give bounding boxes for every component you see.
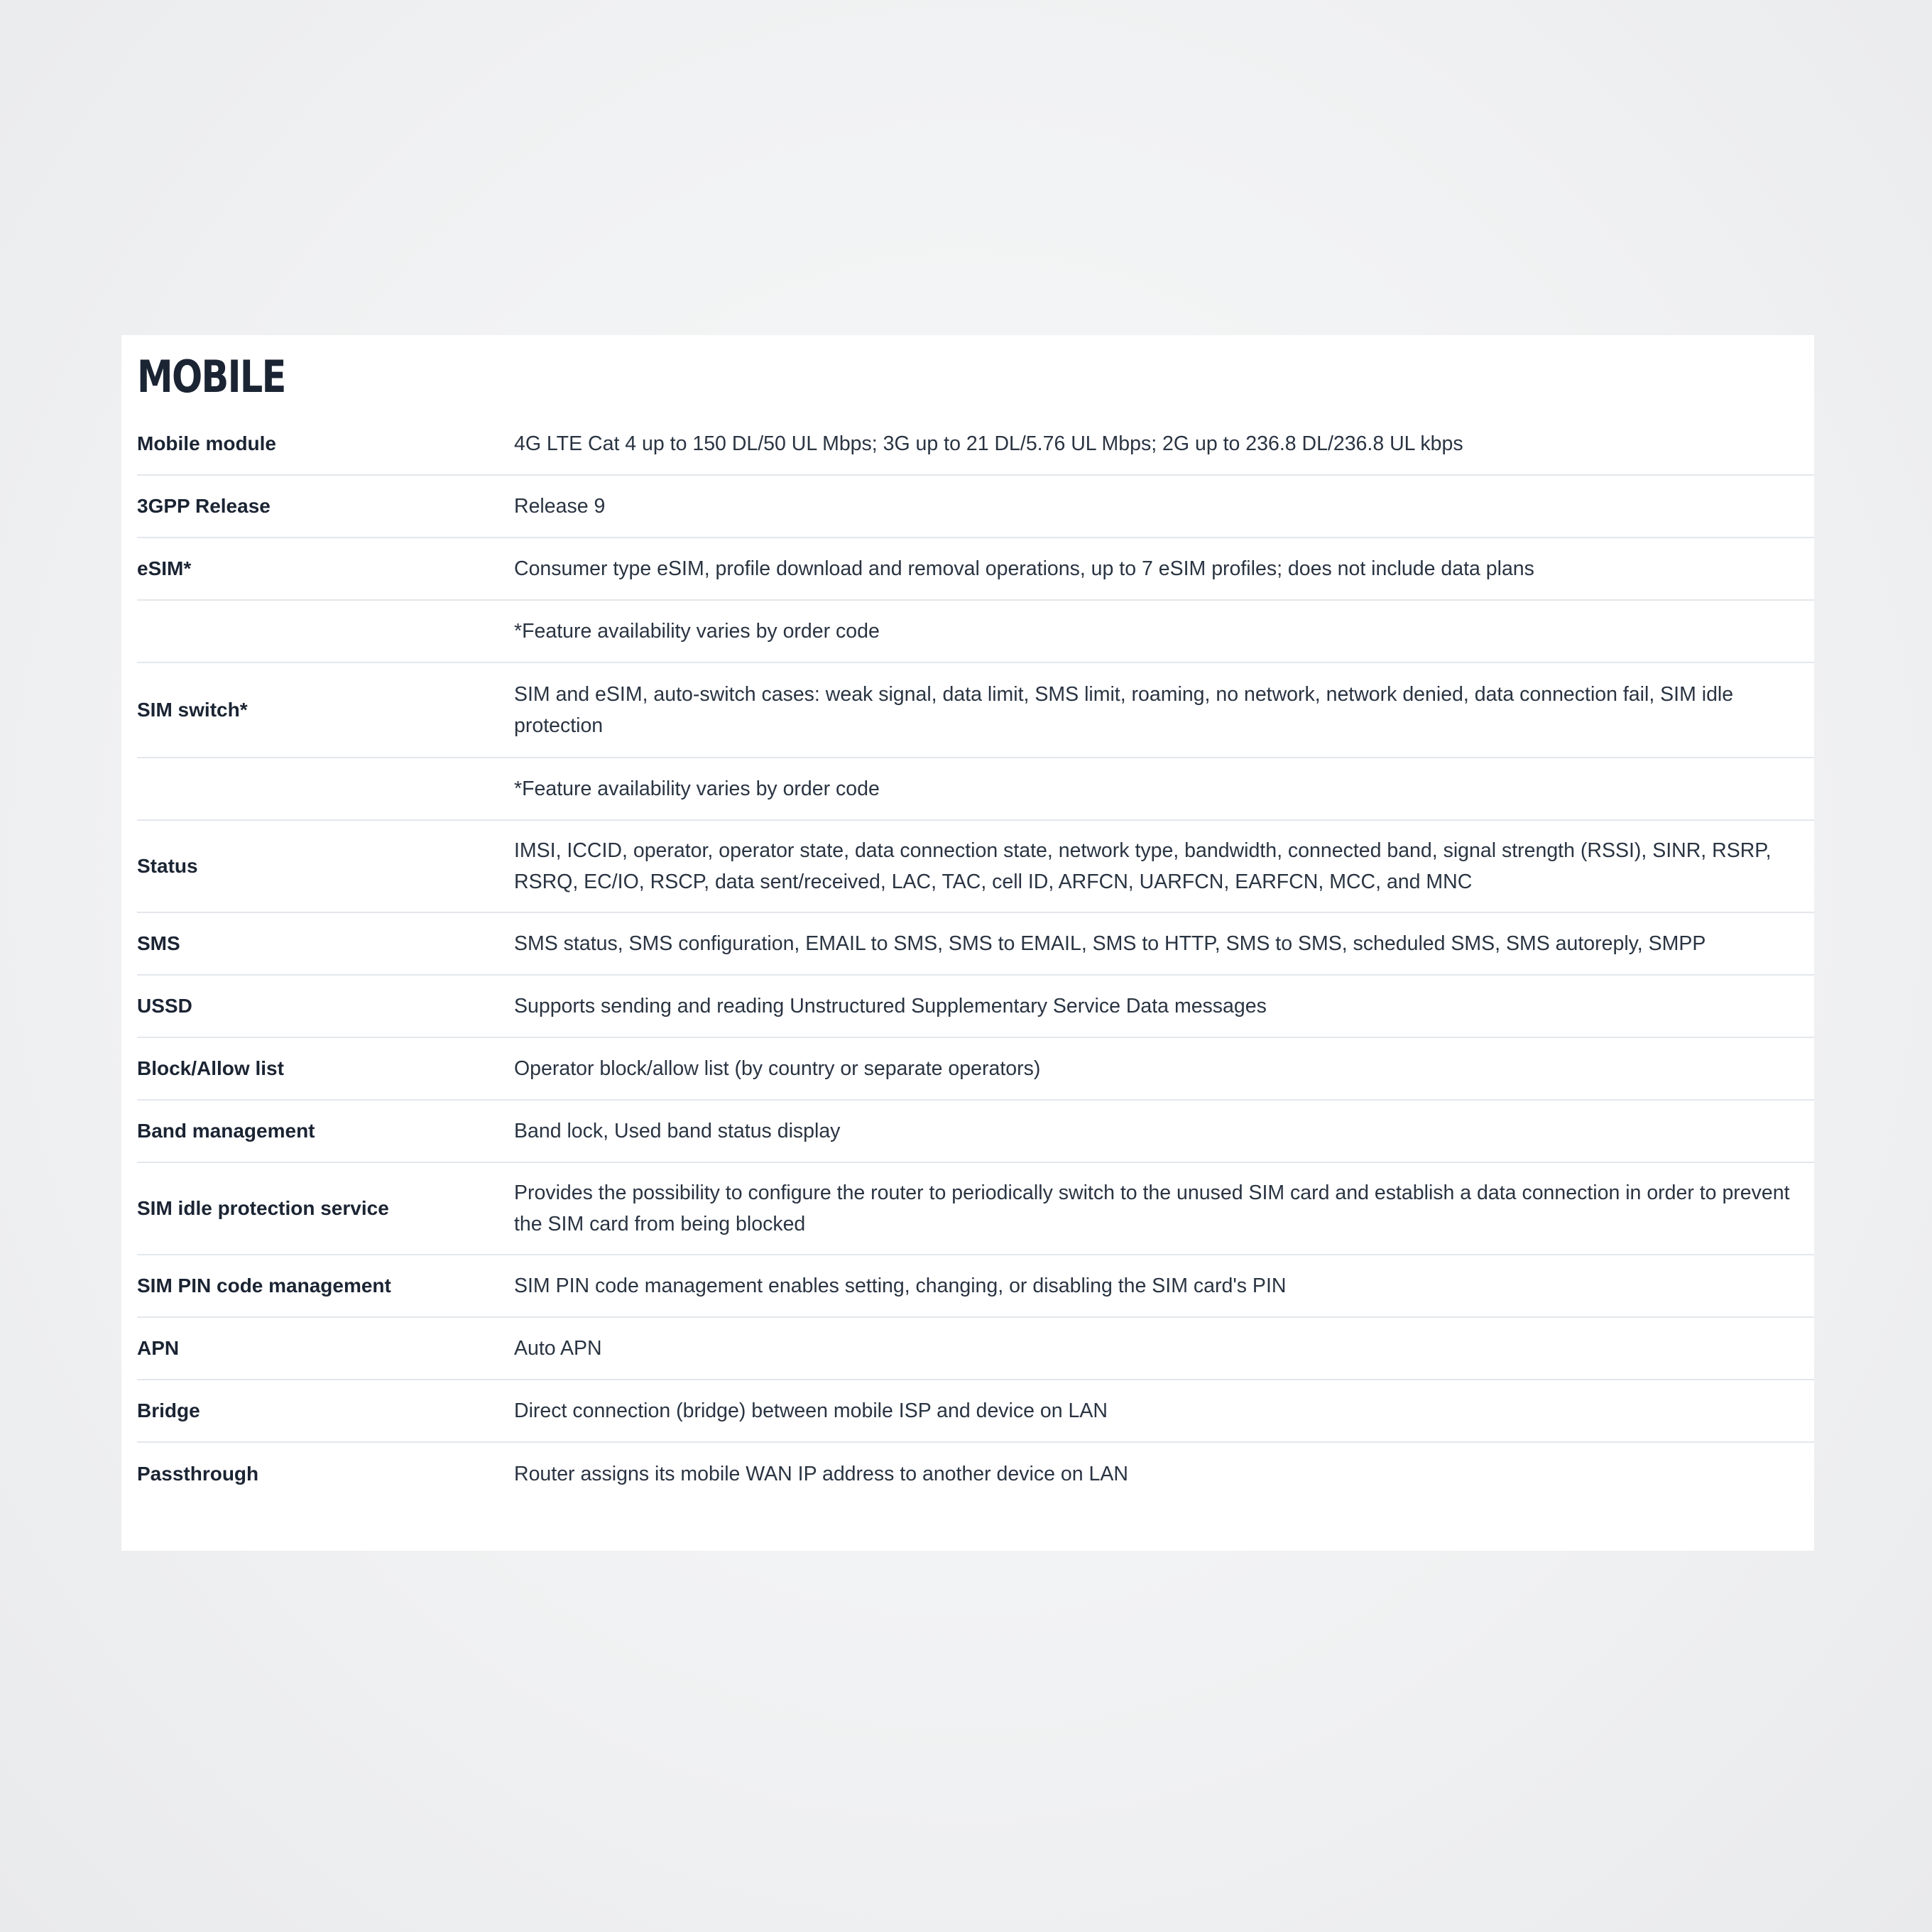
spec-row-sim-switch: [137, 663, 1814, 758]
spec-value: Direct connection (bridge) between mobile ISP and device on LAN: [514, 1399, 1108, 1422]
spec-row-apn: [137, 1318, 1814, 1380]
spec-value: Operator block/allow list (by country or separate operators): [514, 1057, 1041, 1080]
spec-card: [121, 335, 1814, 1551]
spec-row-band-management: [137, 1101, 1814, 1163]
spec-value: SMS status, SMS configuration, EMAIL to SMS, SMS to EMAIL, SMS to HTTP, SMS to SMS, scheduled SMS, SMS autoreply, SMPP: [514, 932, 1706, 955]
spec-value: Supports sending and reading Unstructured Supplementary Service Data messages: [514, 995, 1267, 1017]
spec-label: Mobile module: [137, 432, 276, 454]
spec-value: 4G LTE Cat 4 up to 150 DL/50 UL Mbps; 3G up to 21 DL/5.76 UL Mbps; 2G up to 236.8 DL/236.8 UL kbps: [514, 432, 1463, 455]
spec-row-esim: [137, 538, 1814, 601]
spec-label: Bridge: [137, 1399, 200, 1421]
spec-label: eSIM*: [137, 557, 192, 579]
spec-value: Auto APN: [514, 1337, 602, 1360]
spec-label: SIM PIN code management: [137, 1275, 391, 1297]
spec-row-bridge: [137, 1380, 1814, 1443]
spec-label: SIM idle protection service: [137, 1197, 389, 1219]
spec-row-mobile-module: [137, 413, 1814, 476]
spec-value: SIM PIN code management enables setting, changing, or disabling the SIM card's PIN: [514, 1275, 1287, 1297]
spec-value: Band lock, Used band status display: [514, 1120, 841, 1142]
spec-label: 3GPP Release: [137, 495, 271, 517]
spec-row-sim-idle-protection: [137, 1163, 1814, 1255]
spec-row-block-allow-list: [137, 1038, 1814, 1101]
spec-label: Block/Allow list: [137, 1057, 284, 1079]
spec-value: Consumer type eSIM, profile download and removal operations, up to 7 eSIM profiles; does not include data plans: [514, 557, 1534, 580]
spec-value: *Feature availability varies by order code: [514, 620, 880, 643]
spec-row-3gpp-release: [137, 476, 1814, 538]
spec-row-sms: [137, 913, 1814, 976]
section-title: MOBILE: [137, 351, 285, 403]
spec-label: Passthrough: [137, 1463, 259, 1485]
spec-value: Provides the possibility to configure the router to periodically switch to the unused SIM card and establish a data connection in order to prevent the SIM card from being blocked: [514, 1181, 1790, 1235]
spec-label: SMS: [137, 932, 180, 954]
spec-row-esim-note: [137, 601, 1814, 663]
spec-label: USSD: [137, 995, 192, 1017]
spec-label: Band management: [137, 1120, 315, 1142]
spec-label: SIM switch*: [137, 699, 248, 721]
spec-row-ussd: [137, 976, 1814, 1038]
spec-row-passthrough: [137, 1443, 1814, 1505]
spec-row-sim-switch-note: [137, 758, 1814, 821]
spec-label: APN: [137, 1337, 180, 1359]
spec-table: [137, 413, 1814, 1505]
spec-value: IMSI, ICCID, operator, operator state, data connection state, network type, bandwidth, connected band, signal strength (RSSI), SINR, RSRP, RSRQ, EC/IO, RSCP, data sent/received, LAC, TAC, cell ID, ARFCN, UARFCN, EARFCN, MCC, and MNC: [514, 839, 1772, 893]
spec-value: Router assigns its mobile WAN IP address to another device on LAN: [514, 1463, 1128, 1485]
spec-value: *Feature availability varies by order code: [514, 777, 880, 800]
spec-value: Release 9: [514, 495, 606, 518]
spec-row-sim-pin: [137, 1255, 1814, 1318]
spec-value: SIM and eSIM, auto-switch cases: weak signal, data limit, SMS limit, roaming, no network, network denied, data connection fail, SIM idle protection: [514, 683, 1734, 737]
spec-label: Status: [137, 855, 198, 877]
spec-row-status: [137, 821, 1814, 913]
